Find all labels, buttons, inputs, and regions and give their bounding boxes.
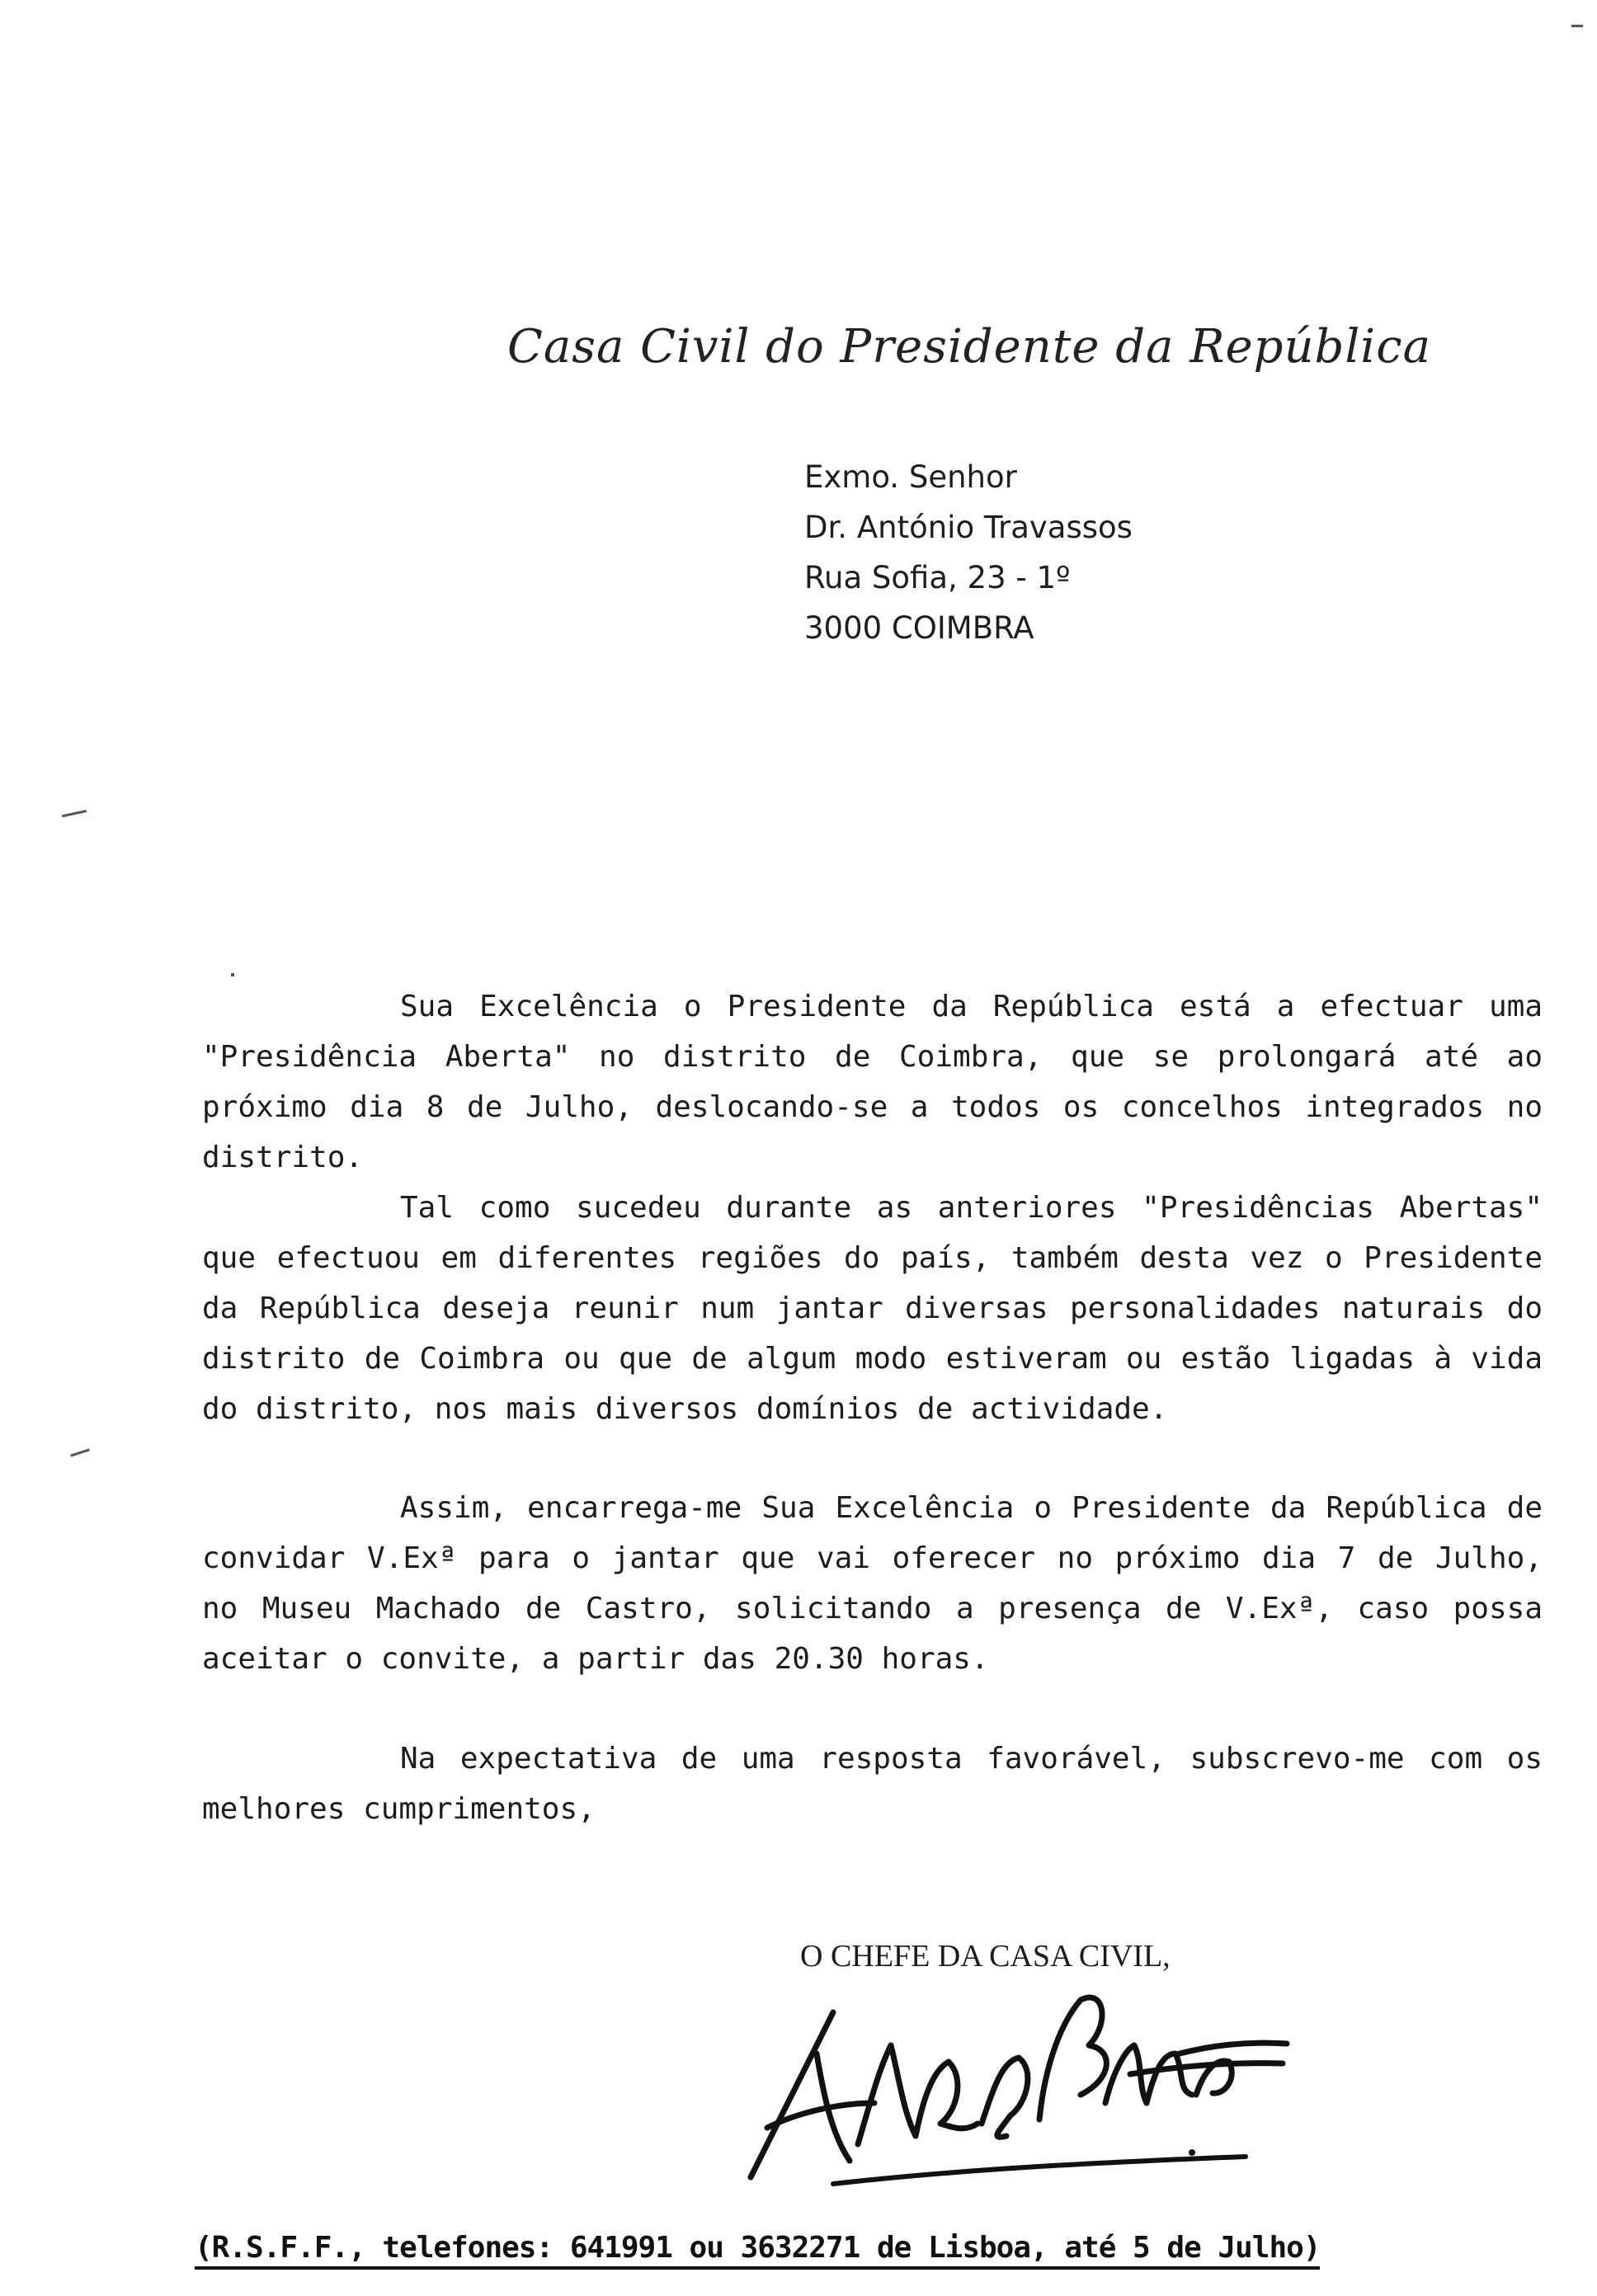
paragraph-3-text: Assim, encarrega-me Sua Excelência o Presidente da República de convidar V.Exª para o jantar que vai oferecer no próximo dia 7 de Julho, no Museu Machado de Castro, solicitando a presença de V.Exª, caso possa aceitar o convite, a partir das 20.30 horas. [202,1491,1543,1676]
scan-speck [62,810,87,817]
letterhead: Casa Civil do Presidente da República [507,320,1431,374]
paragraph-4 [202,1734,1543,1834]
scan-speck [70,1448,90,1456]
paragraph-4-text: Na expectativa de uma resposta favorável, subscrevo-me com os melhores cumprimentos, [202,1742,1543,1826]
signature-icon [718,1979,1295,2194]
paragraph-2-text: Tal como sucedeu durante as anteriores "Presidências Abertas" que efectuou em diferentes regiões do país, também desta vez o Presidente da República deseja reunir num jantar diversas personalidades naturais do distrito de Coimbra ou que de algum modo estiveram ou estão ligadas à vida do distrito, nos mais diversos domínios de actividade. [202,1191,1543,1426]
recipient-name: Dr. António Travassos [804,510,1133,545]
paragraph-1 [202,981,1543,1183]
paragraph-2 [202,1183,1543,1434]
recipient-street: Rua Sofia, 23 - 1º [804,560,1071,595]
footer-note: (R.S.F.F., telefones: 641991 ou 3632271 de Lisboa, até 5 de Julho) [195,2231,1320,2270]
closing-title: O CHEFE DA CASA CIVIL, [800,1939,1171,1974]
scan-speck [1571,25,1583,27]
paragraph-1-text: Sua Excelência o Presidente da República está a efectuar uma "Presidência Aberta" no distrito de Coimbra, que se prolongará até ao próximo dia 8 de Julho, deslocando-se a todos os concelhos integrados no distrito. [202,990,1543,1174]
recipient-city: 3000 COIMBRA [804,610,1034,646]
recipient-address [804,452,1133,653]
scan-speck [231,973,234,976]
recipient-salutation: Exmo. Senhor [804,459,1017,495]
paragraph-3 [202,1483,1543,1684]
